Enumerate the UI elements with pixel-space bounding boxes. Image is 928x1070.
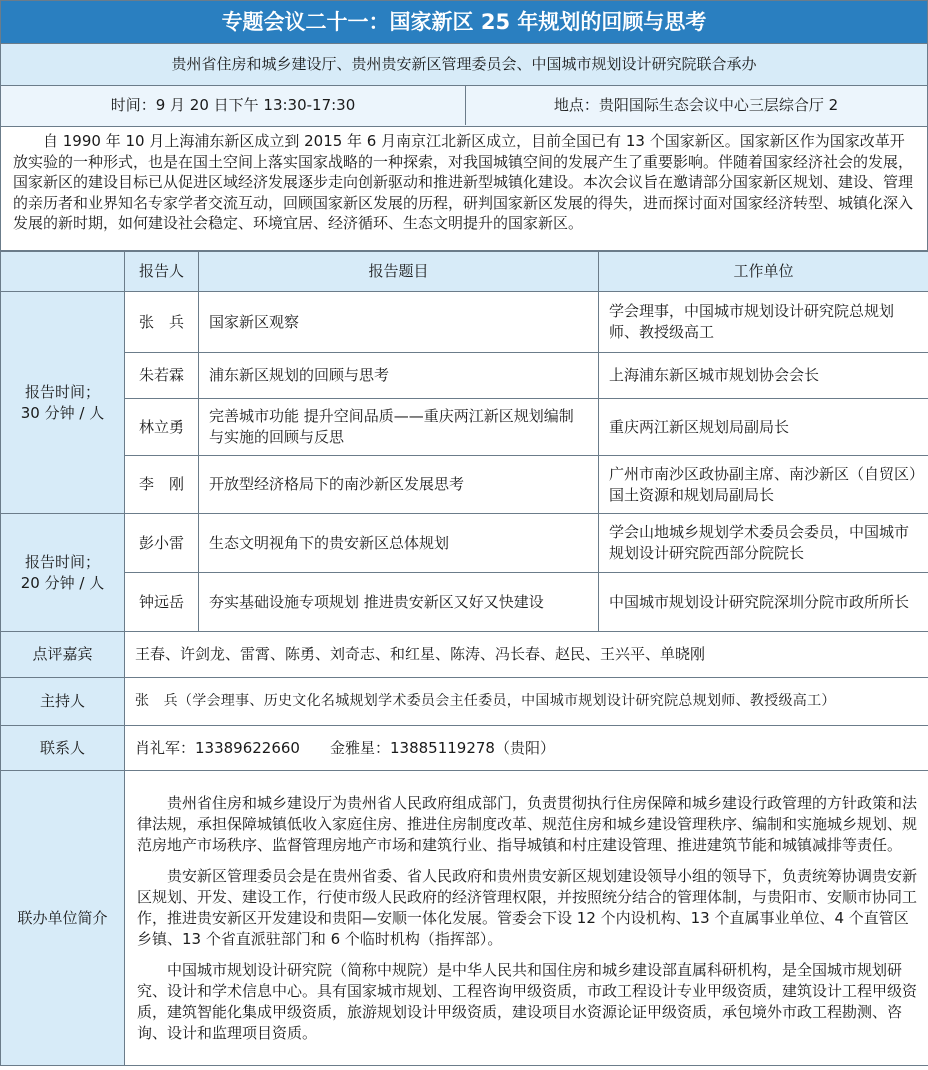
header-speaker: 报告人 bbox=[125, 252, 199, 292]
talk-topic: 浦东新区规划的回顾与思考 bbox=[199, 353, 599, 399]
group-label-30min bbox=[1, 292, 125, 514]
talk-speaker: 朱若霖 bbox=[125, 353, 199, 399]
time-place-row bbox=[0, 86, 928, 127]
co-organizers-row bbox=[1, 771, 928, 1066]
host-label: 主持人 bbox=[1, 678, 125, 726]
talk-affiliation: 学会山地城乡规划学术委员会委员，中国城市规划设计研究院西部分院院长 bbox=[599, 514, 928, 573]
talk-affiliation: 上海浦东新区城市规划协会会长 bbox=[599, 353, 928, 399]
talk-topic: 完善城市功能 提升空间品质——重庆两江新区规划编制与实施的回顾与反思 bbox=[199, 399, 599, 456]
session-intro: 自 1990 年 10 月上海浦东新区成立到 2015 年 6 月南京江北新区成立，目前全国已有 13 个国家新区。国家新区作为国家改革开放实验的一种形式，也是在国土空间上落实国家战略的一种探索，对我国城镇空间的发展产生了重要影响。伴随着国家经济社会的发展，国家新区的建设目标已从促进区域经济发展逐步走向创新驱动和推进新型城镇化建设。本次会议旨在邀请部分国家新区规划、建设、管理的亲历者和业界知名专家学者交流互动，回顾国家新区发展的历程，研判国家新区发展的得失，进而探讨面对国家经济转型、城镇化深入发展的新时期，如何建设社会稳定、环境宜居、经济循环、生态文明提升的国家新区。 bbox=[0, 127, 928, 251]
reviewers-value: 王春、许剑龙、雷霄、陈勇、刘奇志、和红星、陈涛、冯长春、赵民、王兴平、单晓刚 bbox=[125, 632, 928, 678]
contact-value: 肖礼军：13389622660 金雅星：13885119278（贵阳） bbox=[125, 726, 928, 771]
header-topic: 报告题目 bbox=[199, 252, 599, 292]
talk-speaker: 李 刚 bbox=[125, 456, 199, 514]
group-label-line2: 20 分钟 / 人 bbox=[20, 573, 105, 592]
talk-row bbox=[1, 292, 928, 353]
talk-affiliation: 重庆两江新区规划局副局长 bbox=[599, 399, 928, 456]
talk-speaker: 张 兵 bbox=[125, 292, 199, 353]
schedule-table bbox=[0, 251, 928, 1066]
schedule-header-row bbox=[1, 252, 928, 292]
talk-affiliation: 广州市南沙区政协副主席、南沙新区（自贸区）国土资源和规划局副局长 bbox=[599, 456, 928, 514]
session-place: 地点：贵阳国际生态会议中心三层综合厅 2 bbox=[553, 96, 839, 114]
talk-speaker: 林立勇 bbox=[125, 399, 199, 456]
talk-row bbox=[1, 456, 928, 514]
co-organizer-paragraph: 贵安新区管理委员会是在贵州省委、省人民政府和贵州贵安新区规划建设领导小组的领导下，负责统筹协调贵安新区规划、开发、建设工作，行使市级人民政府的经济管理权限，并按照统分结合的管理体制，与贵阳市、安顺市协同工作，推进贵安新区开发建设和贵阳—安顺一体化发展。管委会下设 12 个内设机构、13 个直属事业单位、4 个直管区乡镇、13 个省直派驻部门和 6 个临时机构（指挥部）。 bbox=[137, 866, 918, 948]
reviewers-row bbox=[1, 632, 928, 678]
talk-topic: 生态文明视角下的贵安新区总体规划 bbox=[199, 514, 599, 573]
host-row bbox=[1, 678, 928, 726]
talk-topic: 国家新区观察 bbox=[199, 292, 599, 353]
co-organizer-paragraph: 中国城市规划设计研究院（简称中规院）是中华人民共和国住房和城乡建设部直属科研机构，是全国城市规划研究、设计和学术信息中心。具有国家城市规划、工程咨询甲级资质，市政工程设计专业甲级资质，建筑设计工程甲级资质，建筑智能化集成甲级资质，旅游规划设计甲级资质，建设项目水资源论证甲级资质，承包境外市政工程勘测、咨询、设计和监理项目资质。 bbox=[137, 960, 918, 1042]
group-label-line2: 30 分钟 / 人 bbox=[20, 403, 105, 422]
group-label-20min bbox=[1, 514, 125, 632]
page-title: 专题会议二十一：国家新区 25 年规划的回顾与思考 bbox=[0, 0, 928, 44]
session-time: 时间：9 月 20 日下午 13:30-17:30 bbox=[1, 86, 466, 125]
co-organizers-label: 联办单位简介 bbox=[1, 771, 125, 1066]
talk-row bbox=[1, 573, 928, 632]
talk-affiliation: 学会理事，中国城市规划设计研究院总规划师、教授级高工 bbox=[599, 292, 928, 353]
co-organizers-intro bbox=[125, 771, 928, 1066]
organizers-line: 贵州省住房和城乡建设厅、贵州贵安新区管理委员会、中国城市规划设计研究院联合承办 bbox=[0, 44, 928, 86]
talk-topic: 夯实基础设施专项规划 推进贵安新区又好又快建设 bbox=[199, 573, 599, 632]
talk-row bbox=[1, 353, 928, 399]
talk-affiliation: 中国城市规划设计研究院深圳分院市政所所长 bbox=[599, 573, 928, 632]
host-value: 张 兵（学会理事、历史文化名城规划学术委员会主任委员，中国城市规划设计研究院总规划师、教授级高工） bbox=[125, 678, 928, 726]
header-blank bbox=[1, 252, 125, 292]
contact-row bbox=[1, 726, 928, 771]
talk-row bbox=[1, 399, 928, 456]
group-label-line1: 报告时间； bbox=[24, 382, 100, 401]
header-affiliation: 工作单位 bbox=[599, 252, 928, 292]
talk-row bbox=[1, 514, 928, 573]
contact-label: 联系人 bbox=[1, 726, 125, 771]
talk-speaker: 钟远岳 bbox=[125, 573, 199, 632]
co-organizer-paragraph: 贵州省住房和城乡建设厅为贵州省人民政府组成部门，负责贯彻执行住房保障和城乡建设行政管理的方针政策和法律法规，承担保障城镇低收入家庭住房、推进住房制度改革、规范住房和城乡建设管理秩序、编制和实施城乡规划、规范房地产市场秩序、监督管理房地产市场和建筑行业、指导城镇和村庄建设管理、推进建筑节能和城镇减排等责任。 bbox=[137, 793, 918, 854]
talk-topic: 开放型经济格局下的南沙新区发展思考 bbox=[199, 456, 599, 514]
reviewers-label: 点评嘉宾 bbox=[1, 632, 125, 678]
group-label-line1: 报告时间； bbox=[24, 552, 100, 571]
talk-speaker: 彭小雷 bbox=[125, 514, 199, 573]
